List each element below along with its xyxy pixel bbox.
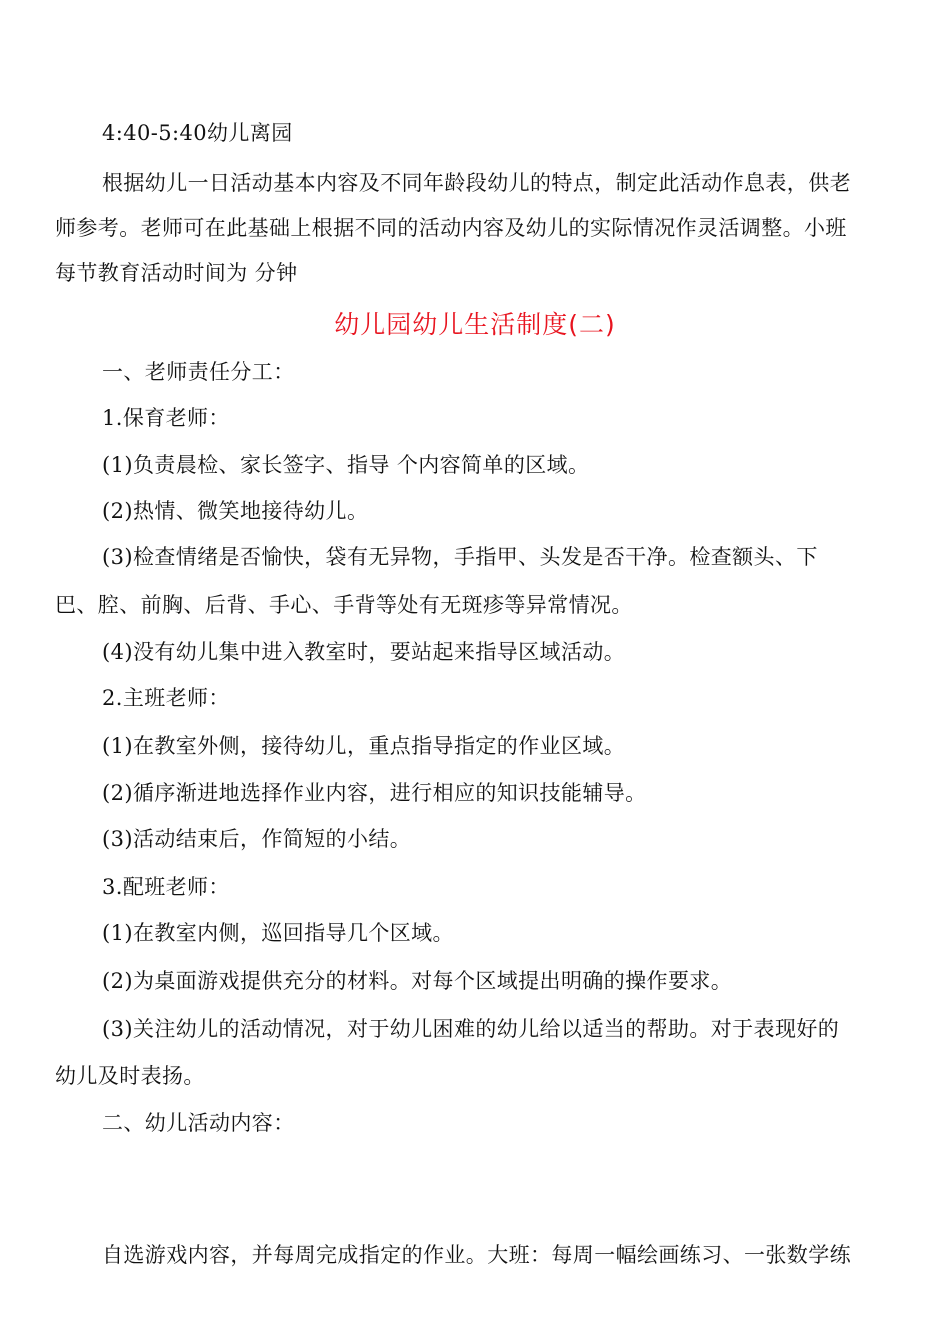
intro-line-2: 根据幼儿一日活动基本内容及不同年龄段幼儿的特点，制定此活动作息表，供老 bbox=[102, 171, 851, 195]
sub3-item-3-line-1: (3)关注幼儿的活动情况，对于幼儿困难的幼儿给以适当的帮助。对于表现好的 bbox=[102, 1017, 840, 1041]
sub2-heading: 2.主班老师： bbox=[102, 686, 230, 710]
document-title: 幼儿园幼儿生活制度(二) bbox=[334, 310, 616, 339]
sub3-heading: 3.配班老师： bbox=[102, 875, 230, 899]
sub2-item-2: (2)循序渐进地选择作业内容，进行相应的知识技能辅导。 bbox=[102, 781, 647, 805]
sub1-heading: 1.保育老师： bbox=[102, 406, 230, 430]
sub3-item-1: (1)在教室内侧，巡回指导几个区域。 bbox=[102, 921, 454, 945]
section1-heading: 一、老师责任分工： bbox=[102, 360, 295, 384]
sub1-item-3-line-2: 巴、腔、前胸、后背、手心、手背等处有无斑疹等异常情况。 bbox=[55, 593, 633, 617]
sub2-item-3: (3)活动结束后，作简短的小结。 bbox=[102, 827, 412, 851]
intro-line-3: 师参考。老师可在此基础上根据不同的活动内容及幼儿的实际情况作灵活调整。小班 bbox=[55, 216, 847, 240]
sub2-item-1: (1)在教室外侧，接待幼儿，重点指导指定的作业区域。 bbox=[102, 734, 626, 758]
section2-heading: 二、幼儿活动内容： bbox=[102, 1111, 295, 1135]
sub1-item-1: (1)负责晨检、家长签字、指导 个内容简单的区域。 bbox=[102, 453, 590, 477]
sub1-item-4: (4)没有幼儿集中进入教室时，要站起来指导区域活动。 bbox=[102, 640, 626, 664]
sub1-item-3-line-1: (3)检查情绪是否愉快，袋有无异物，手指甲、头发是否干净。检查额头、下 bbox=[102, 545, 818, 569]
sub3-item-2: (2)为桌面游戏提供充分的材料。对每个区域提出明确的操作要求。 bbox=[102, 969, 733, 993]
section2-body-line-1: 自选游戏内容，并每周完成指定的作业。大班：每周一幅绘画练习、一张数学练 bbox=[102, 1243, 851, 1267]
intro-line-4: 每节教育活动时间为 分钟 bbox=[55, 261, 298, 285]
sub1-item-2: (2)热情、微笑地接待幼儿。 bbox=[102, 499, 369, 523]
sub3-item-3-line-2: 幼儿及时表扬。 bbox=[55, 1064, 205, 1088]
intro-line-1: 4:40-5:40幼儿离园 bbox=[102, 121, 293, 145]
